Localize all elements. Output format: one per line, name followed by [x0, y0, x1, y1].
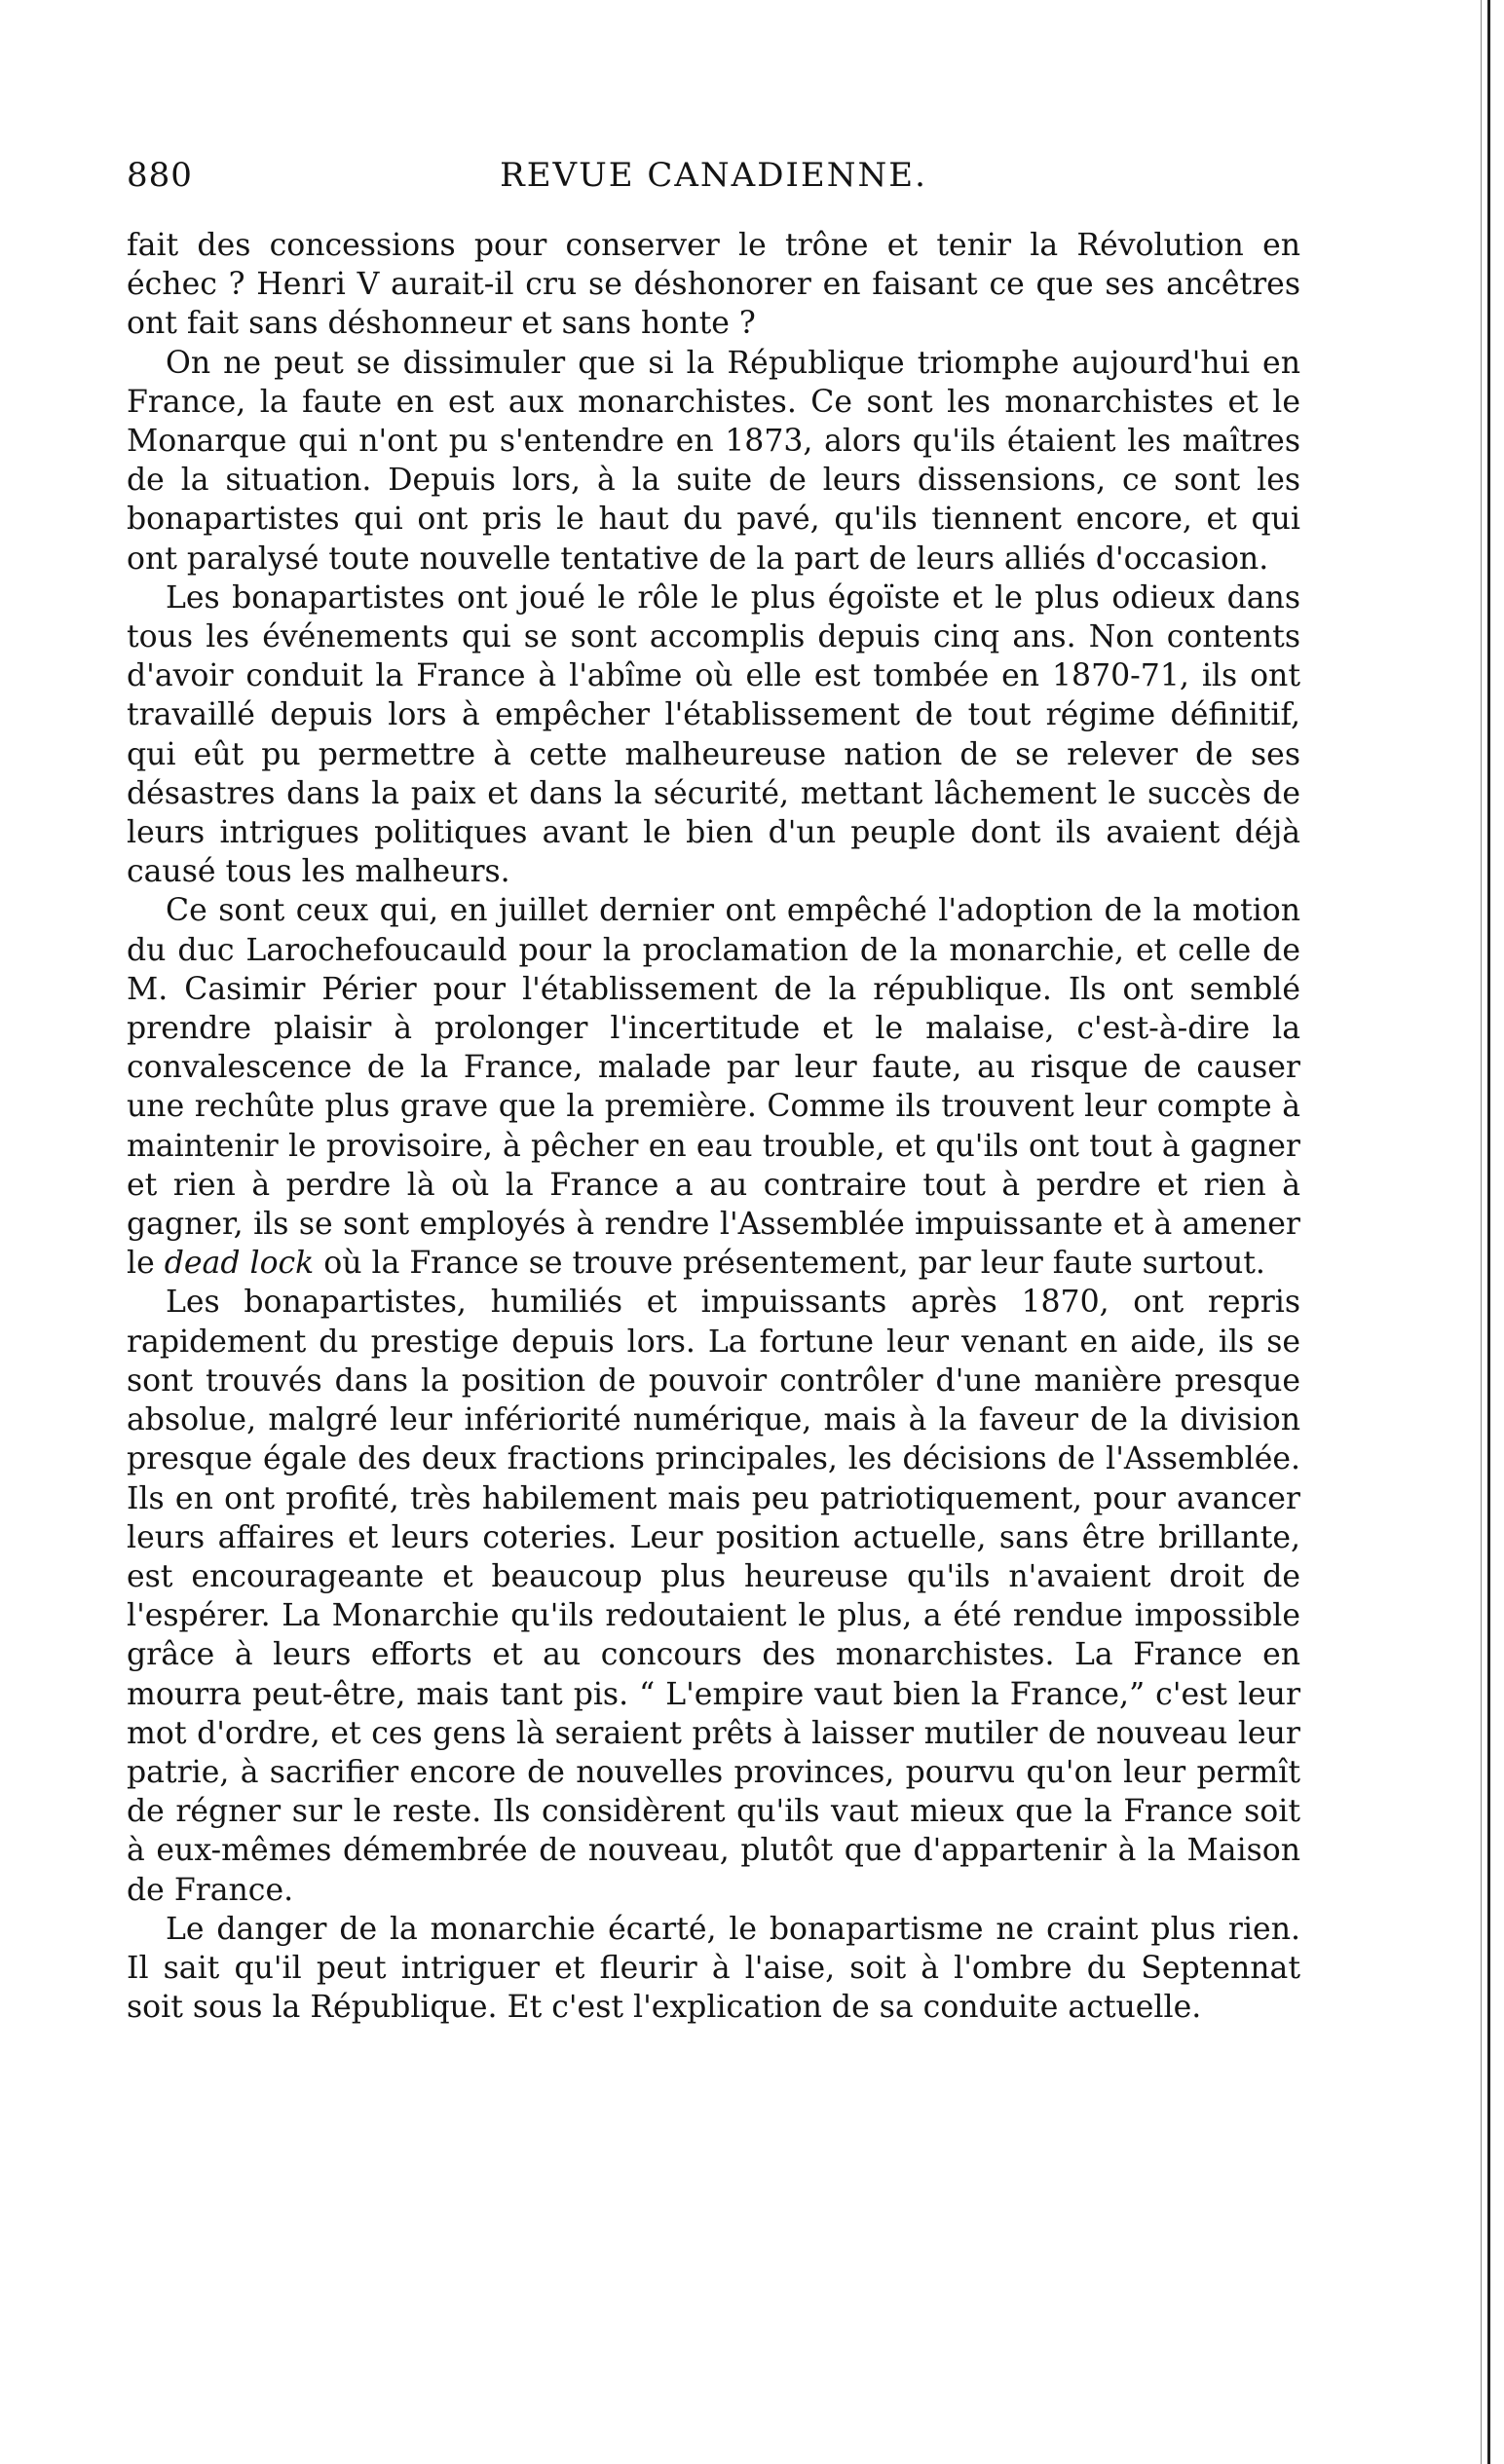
page-edge-line	[1487, 0, 1490, 2464]
paragraph-3: Les bonapartistes ont joué le rôle le plus égoïste et le plus odieux dans tous les événements qui se sont accomplis depuis cinq ans. Non contents d'avoir conduit la France à l'abîme où elle est tombée en 1870-71, ils ont travaillé depuis lors à empêcher l'établissement de tout régime définitif, qui eût pu permettre à cette malheureuse nation de se relever de ses désastres dans la paix et dans la sécurité, mettant lâchement le succès de leurs intrigues politiques avant le bien d'un peuple dont ils avaient déjà causé tous les malheurs.	[127, 579, 1300, 890]
paragraph-2: On ne peut se dissimuler que si la République triomphe aujourd'hui en France, la faute en est aux monarchistes. Ce sont les monarchistes et le Monarque qui n'ont pu s'entendre en 1873, alors qu'ils étaient les maîtres de la situation. Depuis lors, à la suite de leurs dissensions, ce sont les bonapartistes qui ont pris le haut du pavé, qu'ils tiennent encore, et qui ont paralysé toute nouvelle tentative de la part de leurs alliés d'occasion.	[127, 345, 1300, 577]
running-head	[127, 146, 1300, 205]
page-edge-line-inner	[1481, 0, 1482, 2464]
paragraph-4-text-a: Ce sont ceux qui, en juillet dernier ont empêché l'adoption de la motion du duc Larochefoucauld pour la proclamation de la monarchie, et celle de M. Casimir Périer pour l'établissement de la république. Ils ont semblé prendre plaisir à prolonger l'incertitude et le malaise, c'est-à-dire la convalescence de la France, malade par leur faute, au risque de causer une rechûte plus grave que la première. Comme ils trouvent leur compte à maintenir le provisoire, à pêcher en eau trouble, et qu'ils ont tout à gagner et rien à perdre là où la France a au contraire tout à perdre et rien à gagner, ils se sont employés à rendre l'Assemblée impuissante et à amener le	[127, 893, 1300, 1282]
paragraph-4-italic-phrase: dead lock	[164, 1246, 315, 1282]
article-body	[127, 226, 1300, 2027]
paragraph-4	[127, 891, 1300, 1283]
paragraph-1: fait des concessions pour conserver le trône et tenir la Révolution en échec ? Henri V aurait-il cru se déshonorer en faisant ce que ses ancêtres ont fait sans déshonneur et sans honte ?	[127, 228, 1300, 342]
paragraph-5: Les bonapartistes, humiliés et impuissants après 1870, ont repris rapidement du prestige depuis lors. La fortune leur venant en aide, ils se sont trouvés dans la position de pouvoir contrôler d'une manière presque absolue, malgré leur infériorité numérique, mais à la faveur de la division presque égale des deux fractions principales, les décisions de l'Assemblée. Ils en ont profité, très habilement mais peu patriotiquement, pour avancer leurs affaires et leurs coteries. Leur position actuelle, sans être brillante, est encourageante et beaucoup plus heureuse qu'ils n'avaient droit de l'espérer. La Monarchie qu'ils redoutaient le plus, a été rendue impossible grâce à leurs efforts et au concours des monarchistes. La France en mourra peut-être, mais tant pis. “ L'empire vaut bien la France,” c'est leur mot d'ordre, et ces gens là seraient prêts à laisser mutiler de nouveau leur patrie, à sacrifier encore de nouvelles provinces, pourvu qu'on leur permît de régner sur le reste. Ils considèrent qu'ils vaut mieux que la France soit à eux-mêmes démembrée de nouveau, plutôt que d'appartenir à la Maison de France.	[127, 1285, 1300, 1908]
paragraph-6: Le danger de la monarchie écarté, le bonapartisme ne craint plus rien. Il sait qu'il peut intriguer et fleurir à l'aise, soit à l'ombre du Septennat soit sous la République. Et c'est l'explication de sa conduite actuelle.	[127, 1911, 1300, 2026]
journal-title: REVUE CANADIENNE.	[500, 156, 927, 195]
paragraph-4-text-b: où la France se trouve présentement, par leur faute surtout.	[314, 1246, 1265, 1282]
page-number: 880	[127, 156, 193, 195]
page	[127, 146, 1300, 2027]
